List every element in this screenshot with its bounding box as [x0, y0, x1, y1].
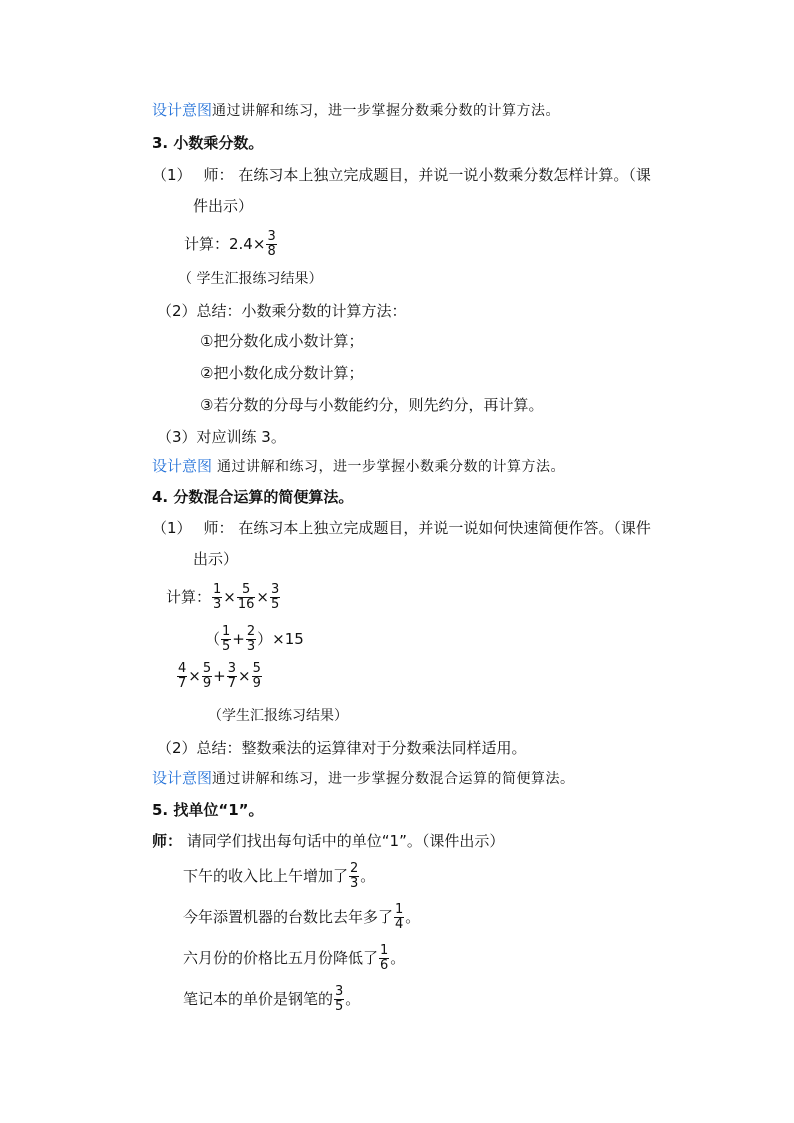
report-line: （ 学生汇报练习结果）	[178, 271, 323, 287]
operator: +	[232, 630, 245, 648]
open-paren: （	[205, 630, 221, 648]
step-line	[152, 165, 651, 185]
fraction: $\frac{5}{9}$	[252, 661, 261, 691]
calc-label: 计算：2.4×	[184, 235, 266, 253]
operator: ×	[256, 588, 269, 606]
section-heading: 4. 分数混合运算的简便算法。	[152, 488, 354, 506]
sentence-line: 今年添置机器的台数比去年多了 $\frac{1}{4}$ 。	[183, 902, 421, 932]
sentence-line: 六月份的价格比五月份降低了 $\frac{1}{6}$ 。	[183, 943, 406, 973]
fraction: $\frac{5}{16}$	[237, 582, 255, 612]
step-continuation: 件出示）	[193, 197, 254, 215]
fraction: $\frac{1}{5}$	[222, 624, 231, 654]
step-text: 师： 在练习本上独立完成题目，并说一说小数乘分数怎样计算。（课	[203, 166, 651, 184]
step-text: 师： 在练习本上独立完成题目，并说一说如何快速简便作答。（课件	[203, 519, 651, 537]
sentence-line: 下午的收入比上午增加了 $\frac{2}{3}$ 。	[183, 861, 376, 891]
fraction: $\frac{4}{7}$	[178, 661, 187, 691]
section-heading: 3. 小数乘分数。	[152, 134, 264, 152]
step-continuation: 出示）	[193, 550, 239, 568]
fraction: $\frac{5}{9}$	[202, 661, 212, 691]
close-paren-times: ）×15	[257, 630, 304, 648]
expression-line	[205, 621, 304, 657]
expression-line	[176, 658, 263, 694]
design-intent-line	[152, 768, 575, 789]
design-intent-line	[152, 100, 560, 121]
method-item: ①把分数化成小数计算；	[200, 332, 364, 350]
design-intent-text: 通过讲解和练习，进一步掌握分数乘分数的计算方法。	[212, 103, 561, 119]
fraction: $\frac{3}{7}$	[227, 661, 236, 691]
fraction: $\frac{2}{3}$	[350, 861, 359, 891]
method-item: ②把小数化成分数计算；	[200, 364, 364, 382]
design-intent-line	[152, 456, 565, 477]
design-intent-text: 通过讲解和练习，进一步掌握小数乘分数的计算方法。	[212, 459, 565, 475]
calc-line	[184, 228, 278, 260]
fraction: $\frac{1}{6}$	[380, 943, 389, 973]
method-item: ③若分数的分母与小数能约分，则先约分，再计算。	[200, 396, 544, 414]
design-intent-label: 设计意图	[152, 101, 213, 119]
report-line: （学生汇报练习结果）	[208, 708, 348, 724]
fraction: $\frac{3}{8}$	[267, 229, 276, 259]
sentence-text: 笔记本的单价是钢笔的	[183, 990, 334, 1008]
design-intent-label: 设计意图	[152, 769, 213, 787]
calc-label: 计算：	[166, 588, 212, 606]
fraction: $\frac{1}{4}$	[395, 902, 404, 932]
operator: ×	[238, 667, 251, 685]
step-marker: （1）	[152, 166, 192, 184]
step-marker: （1）	[152, 519, 192, 537]
step-line	[152, 518, 651, 538]
teacher-label: 师：	[152, 832, 183, 850]
fraction: $\frac{2}{3}$	[246, 624, 256, 654]
section-heading: 5. 找单位“1”。	[152, 801, 264, 819]
summary-line: （2）总结：小数乘分数的计算方法：	[157, 302, 407, 320]
fraction: $\frac{1}{3}$	[213, 582, 222, 612]
summary-line: （2）总结：整数乘法的运算律对于分数乘法同样适用。	[157, 739, 527, 757]
operator: ×	[223, 588, 236, 606]
fraction: $\frac{3}{5}$	[335, 984, 344, 1014]
teacher-line	[152, 831, 504, 851]
calc-line	[166, 579, 281, 615]
sentence-text: 下午的收入比上午增加了	[183, 867, 349, 885]
design-intent-label: 设计意图	[152, 457, 213, 475]
operator: +	[213, 667, 226, 685]
sentence-text: 今年添置机器的台数比去年多了	[183, 908, 394, 926]
training-line: （3）对应训练 3。	[157, 428, 286, 446]
sentence-text: 六月份的价格比五月份降低了	[183, 949, 379, 967]
sentence-line: 笔记本的单价是钢笔的 $\frac{3}{5}$ 。	[183, 984, 361, 1014]
teacher-text: 请同学们找出每句话中的单位“1”。（课件出示）	[182, 832, 505, 850]
fraction: $\frac{3}{5}$	[271, 582, 280, 612]
operator: ×	[188, 667, 201, 685]
design-intent-text: 通过讲解和练习，进一步掌握分数混合运算的简便算法。	[212, 771, 575, 787]
